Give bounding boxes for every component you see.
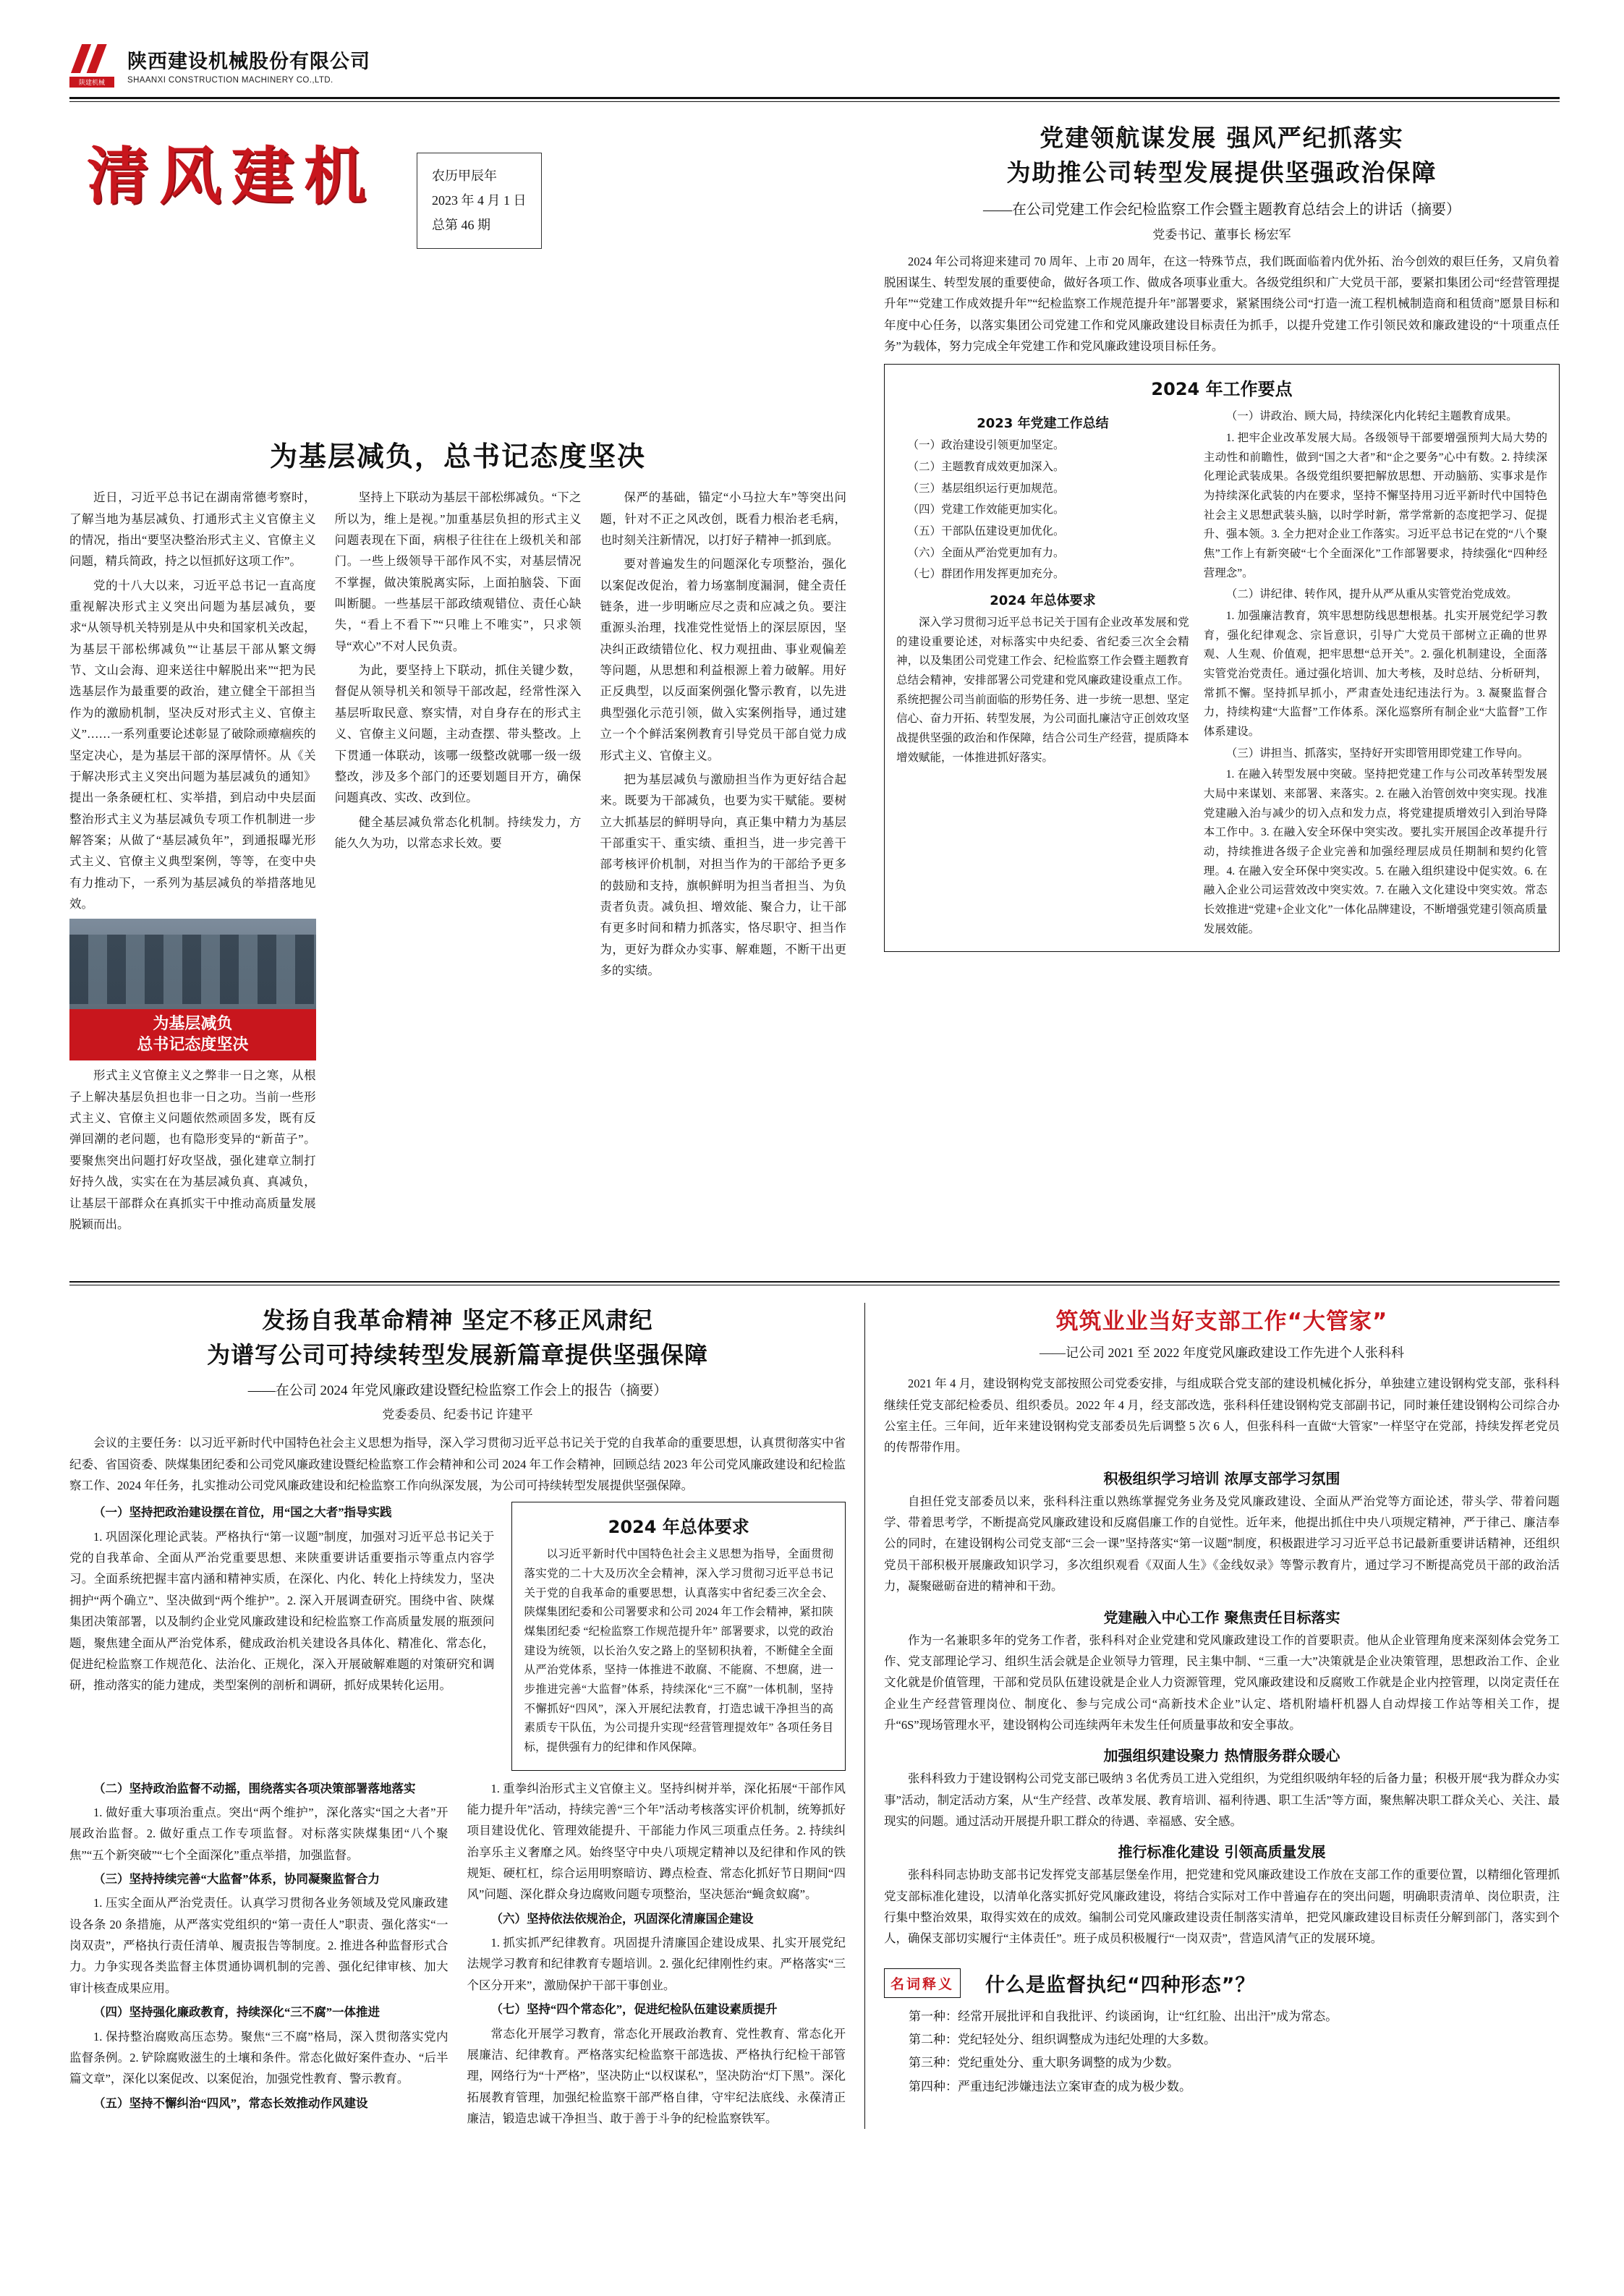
paragraph: 坚持上下联动为基层干部松绑减负。“下之所以为，维上是视。”加重基层负担的形式主义问题表现在下面，病根子往往在上级机关和部门。一些上级领导干部作风不实，对基层情况不掌握，做决策脱离实际，上面拍脑袋、下面叫断腿。一些基层干部政绩观错位、责任心缺失，“看上不看下”“只唯上不唯实”，只求领导“欢心”不对人民负责。 — [334, 490, 582, 653]
masthead-title: 清风建机 — [87, 140, 376, 213]
qa-item: 第二种：党纪轻处分、组织调整成为违纪处理的大多数。 — [909, 2033, 1216, 2047]
paragraph: 张科科同志协助支部书记发挥党支部基层堡垒作用，把党建和党风廉政建设工作放在支部工作的重要位置，以精细化管理抓党支部标准化建设，以清单化落实抓好党风廉政建设，将结合实际对工作中普遍存在的突出问题，明确职责清单、岗位职责，注行集中整治效果，取得实效在的成效。编制公司党风廉政建设责任制落实清单，把党风廉政建设目标责任分解到部门，落实到个人，确保支部切实履行“主体责任”。班子成员积极履行“一岗双责”，营造风清气正的发展环境。 — [884, 1868, 1560, 1946]
lead-subtitle: ——在公司党建工作会纪检监察工作会暨主题教育总结会上的讲话（摘要） — [983, 201, 1461, 218]
bl-section-text: 1. 保持整治腐败高压态势。聚焦“三不腐”格局，深入贯彻落实党内监督条例。2. 铲除腐败滋生的土壤和条件。常态化做好案件查办、“后半篇文章”，深化以案促改、以案促治，加强党性教育、警示教育。 — [69, 2029, 448, 2086]
paragraph: 把为基层减负与激励担当作为更好结合起来。既要为干部减负，也要为实干赋能。要树立大抓基层的鲜明导向，真正集中精力为基层干部重实干、重实绩、重担当，进一步完善干部考核评价机制，对担当作为的干部给予更多的鼓励和支持，旗帜鲜明为担当者担当、为负责者负责。减负担、增效能、聚合力，让干部有更多时间和精力抓落实，恪尽职守、担当作为，更好为群众办实事、解难题，不断干出更多的实绩。 — [600, 772, 847, 978]
br-section-heading: 党建融入中心工作 聚焦责任目标落实 — [1103, 1608, 1340, 1626]
bl-section-text: 1. 做好重大事项治重点。突出“两个维护”，深化落实“国之大者”开展政治监督。2. 做好重点工作专项监督。对标落实陕煤集团“八个聚焦”“五个新突破”“七个全面深化”重点举措，加强监督。 — [69, 1805, 448, 1862]
lead-body — [884, 251, 1560, 357]
logo-bar-text: 陕建机械 — [69, 77, 114, 88]
paragraph: 为此，要坚持上下联动，抓住关键少数，督促从领导机关和领导干部改起，经常性深入基层听取民意、察实情，对自身存在的形式主义、官僚主义问题，主动查摆、带头整改。上下贯通一体联动，该哪一级整改就哪一级一级整改，涉及多个部门的还要划题目开方，确保问题真改、实改、改到位。 — [334, 663, 582, 805]
qa-header — [884, 1968, 1560, 1998]
company-name-en: SHAANXI CONSTRUCTION MACHINERY CO.,LTD. — [127, 76, 333, 85]
issue-number: 总第 46 期 — [432, 218, 490, 233]
panel-2023-items — [896, 436, 1189, 584]
bl-section-heading: （一）坚持把政治建设摆在首位，用“国之大者”指导实践 — [93, 1505, 392, 1520]
br-section-body — [884, 1630, 1560, 1736]
lead-article — [865, 121, 1560, 952]
br-section-body — [884, 1864, 1560, 1949]
panel-right-items — [1204, 407, 1547, 939]
work-points-panel — [884, 364, 1560, 952]
issue-lunar: 农历甲辰年 — [432, 169, 497, 183]
bl-lead — [69, 1432, 846, 1496]
header-rule-thin — [69, 101, 1560, 102]
bl-section-text: 1. 重拳纠治形式主义官僚主义。坚持纠树并举，深化拓展“干部作风能力提升年”活动，持续完善“三个年”活动考核落实评价机制，统筹抓好项目建设优化、管理效能提升、干部能力作风三项重点任务。2. 持续纠治享乐主义奢靡之风。始终坚守中央八项规定精神以及纪律和作风的铁规矩、硬杠杠，综合运用明察暗访、蹲点检查、常态化抓好节日期间“四风”问题、深化群众身边腐败问题专项整治，坚决惩治“蝇贪蚁腐”。 — [467, 1781, 846, 1902]
company-header — [69, 38, 1560, 93]
panel-item: （六）全面从严治党更加有力。 — [907, 546, 1065, 559]
br-section-body — [884, 1768, 1560, 1832]
paragraph: 形式主义官僚主义之弊非一日之寒，从根子上解决基层负担也非一日之功。当前一些形式主义、官僚主义问题依然顽固多发，既有反弹回潮的老问题，也有隐形变异的“新苗子”。要聚焦突出问题打好攻坚战，强化建章立制打好持久战，实实在在为基层减负真、真减负，让基层干部群众在真抓实干中推动高质量发展脱颖而出。 — [69, 1068, 316, 1231]
bl-title-line2: 为谱写公司可持续转型发展新篇章提供坚强保障 — [206, 1341, 708, 1369]
bottom-right-article — [865, 1303, 1560, 2129]
br-section-heading: 加强组织建设聚力 热情服务群众暖心 — [1103, 1747, 1340, 1765]
issue-date: 2023 年 4 月 1 日 — [432, 193, 527, 208]
company-name-cn: 陕西建设机械股份有限公司 — [127, 51, 370, 73]
panel-item: 深入学习贯彻习近平总书记关于国有企业改革发展和党的建设重要论述，对标落实中央纪委、省纪委三次全会精神，以及集团公司党建工作会、纪检监察工作会暨主题教育总结会精神，安排部署公司党建和党风廉政建设重点工作。系统把握公司当前面临的形势任务、进一步统一思想、坚定信心、奋力开拓、转型发展，为公司面扎廉洁守正创效攻坚战提供坚强的政治和作保障，结合公司生产经营，提质降本增效赋能，一体推进抓好落实。 — [896, 616, 1189, 764]
bl-section-text: 常态化开展学习教育，常态化开展政治教育、党性教育、常态化开展廉洁、纪律教育。严格落实纪检监察干部选拔、严格执行纪检干部管理，网络行为“十严格”，坚决防止“以权谋私”，坚决防治“灯下黑”。深化拓展教育管理，加强纪检监察干部严格自律，守牢纪法底线、永葆清正廉洁，锻造忠诚干净担当、敢于善于斗争的纪检监察铁军。 — [467, 2026, 846, 2125]
paragraph: 健全基层减负常态化机制。持续发力，方能久久为功，以常态求长效。要 — [334, 815, 582, 850]
bl-byline: 党委委员、纪委书记 许建平 — [382, 1408, 533, 1422]
bl-sections — [69, 1778, 846, 2130]
bottom-area — [69, 1303, 1560, 2129]
bl-section-heading: （二）坚持政治监督不动摇，围绕落实各项决策部署落地落实 — [93, 1781, 416, 1795]
photo-people — [69, 935, 316, 1004]
photo-caption-line2: 总书记态度坚决 — [137, 1035, 249, 1054]
bl-section-text: 1. 抓实抓严纪律教育。巩固提升清廉国企建设成果、扎实开展党纪法规学习教育和纪律教育专题培训。2. 强化纪律刚性约束。严格落实“三个区分开来”，激励保护干部干事创业。 — [467, 1936, 846, 1992]
panel-item: （三）讲担当、抓落实，坚持好开实即管用即党建工作导向。 — [1225, 747, 1529, 760]
panel-item: 1. 把牢企业改革发展大局。各级领导干部要增强预判大局大势的主动性和前瞻性，做到“国之大者”和“企之要务”心中有数。2. 持续深化理论武装成果。各级党组织要把解放思想、开动脑筋、实事求是作为持续深化武装的内在要求，坚持不懈坚持用习近平新时代中国特色社会主义思想武装头脑，以时学时新，常学常新的态度把学习、促提升、强本领。3. 全力把对企业工作落实。习近平总书记在党的“八个聚焦”工作上有新突破“七个全面深化”工作部署要求，持续强化“四种经营理念”。 — [1203, 432, 1547, 579]
panel-item: （五）干部队伍建设更加优化。 — [907, 525, 1065, 538]
masthead-left — [69, 121, 865, 952]
paragraph: 自担任党支部委员以来，张科科注重以熟练掌握党务业务及党风廉政建设、全面从严治党等方面论述，带头学、带着问题学、带着思考学，不断提高党风廉政建设和反腐倡廉工作的自觉性。近年来，他提出抓住中央八项规定精神，严于律己、廉洁奉公的同时，在建设钢构公司党支部“三会一课”坚持落实“第一议题”制度，积极跟进学习习近平总书记最新重要讲话精神，还组织党员干部积极开展廉政知识学习，多次组织观看《双面人生》《金线奴录》等警示教育片，通过学习不断提高党员干部的政治活力，凝聚磁砺奋进的精神和干劲。 — [884, 1494, 1560, 1594]
company-logo-icon — [69, 43, 114, 88]
qa-item: 第四种：严重违纪涉嫌违法立案审查的成为极少数。 — [909, 2079, 1191, 2093]
bl-section-heading: （七）坚持“四个常态化”，促进纪检队伍建设素质提升 — [490, 2002, 778, 2017]
br-section-heading: 积极组织学习培训 浓厚支部学习氛围 — [1103, 1469, 1340, 1487]
panel-item: （一）讲政治、顾大局，持续深化内化转纪主题教育成果。 — [1225, 410, 1518, 423]
qa-item: 第三种：党纪重处分、重大职务调整的成为少数。 — [909, 2056, 1179, 2070]
paragraph: 保严的基础，锚定“小马拉大车”等突出问题，针对不正之风改创，既看力根治老毛病，也时刻关注新情况，以打好子精神一抓到底。 — [600, 490, 847, 547]
br-title: 筑筑业业当好支部工作“大管家” — [1055, 1309, 1388, 1335]
qa-item: 第一种：经常开展批评和自我批评、约谈函询，让“红红脸、出出汗”成为常态。 — [909, 2009, 1338, 2023]
lead-paragraph: 2024 年公司将迎来建司 70 周年、上市 20 周年，在这一特殊节点，我们既面临着内优外拓、治今创效的艰巨任务，又肩负着脱困谋生、转型发展的重要使命，做好各项工作、做成各项事业重大。各级党组织和广大党员干部，要紧扣集团公司“经营管理提升年”“党建工作成效提升年”“纪检监察工作规范提升年”部署要求，紧紧围绕公司“打造一流工程机械制造商和租赁商”愿景目标和年度中心任务，以落实集团公司党建工作和党风廉政建设目标责任为抓手，以提升党建工作引领民效和廉政建设的“十项重点任务”为载体，努力完成全年党建工作和党风廉政建设项目标任务。 — [884, 254, 1560, 354]
qa-title: 什么是监督执纪“四种形态”？ — [985, 1973, 1256, 1997]
photo-caption — [69, 1009, 316, 1060]
photo-caption-line1: 为基层减负 — [153, 1015, 233, 1034]
panel-item: （四）党建工作效能更加实化。 — [907, 503, 1065, 516]
section-separator — [69, 1281, 1560, 1283]
bl-panel-title: 2024 年总体要求 — [608, 1517, 749, 1538]
paragraph: 以习近平新时代中国特色社会主义思想为指导，全面贯彻落实党的二十大及历次全会精神，深入学习贯彻习近平总书记关于党的自我革命的重要思想，认真落实中省纪委三次全会、陕煤集团纪委和公司署要求和公司 2024 年工作会精神，紧扣陕煤集团纪委 “纪检监察工作规范提升年” 部署要求，以党的政治建设为统领，以长治久安之路上的坚韧积执着，不断健全全面从严治党体系，坚持一体推进不敢腐、不能腐、不想腐，进一步推进完善“大监督”体系，持续深化“三不腐”一体机制，坚持不懈抓好“四风”，深入开展纪法教育，打造忠诚干净担当的高素质专干队伍，为公司提升实现“经营管理提效年” 各项任务目标，提供强有力的纪律和作风保障。 — [524, 1548, 833, 1753]
paragraph: 2021 年 4 月，建设钢构党支部按照公司党委安排，与组成联合党支部的建设机械化拆分，单独建立建设钢构党支部，张科科继续任党支部纪检委员、组织委员。2022 年 4 月，经支部改选，张科科任建设钢构党支部副书记，同时兼任建设钢构公司综合办公室主任。三年间，近年来建设钢构党支部委员先后调整 5 次 6 人，但张科科一直做“大管家”一样坚守在党部，持续发挥老党员的传帮带作用。 — [884, 1377, 1560, 1455]
panel-2024-items — [896, 613, 1189, 768]
header-rule — [69, 97, 1560, 99]
bl-section-heading: （五）坚持不懈纠治“四风”，常态长效推动作风建设 — [93, 2096, 368, 2110]
page-inner — [69, 38, 1560, 2129]
br-section-body — [884, 1491, 1560, 1597]
paragraph: 作为一名兼职多年的党务工作者，张科科对企业党建和党风廉政建设工作的首要职责。他从企业管理角度来深刻体会党务工作、党支部理论学习、组织生活会就是企业领导力管理，民主集中制、“三重一大”决策就是企业决策管理，思想政治工作、企业文化就是价值管理，干部和党员队伍建设就是企业人力资源管理，党风廉政建设和反腐败工作就是企业内控管理，以岗定责任在企业生产经营管理岗位、制度化、参与完成公司“高新技术企业”认定、塔机附墙杆机器人自动焊接工作站等相关工作，提升“6S”现场管理水平，建设钢构公司连续两年未发生任何质量事故和安全事故。 — [884, 1633, 1560, 1732]
br-section-heading: 推行标准化建设 引领高质量发展 — [1118, 1843, 1326, 1861]
panel-heading-2023: 2023 年党建工作总结 — [977, 416, 1109, 432]
bl-section-heading: （四）坚持强化廉政教育，持续深化“三不腐”一体推进 — [93, 2005, 380, 2020]
panel-item: 1. 在融入转型发展中突破。坚持把党建工作与公司改革转型发展大局中来谋划、来部署、来落实。2. 在融入治管创效中突实现。找准党建融入治与减少的切入点和发力点，将党建提质增效引入到治导降本工作中。3. 在融入安全环保中突实改。要扎实开展国企改革提升行动，持续推进各级子企业完善和加强经理层成员任期制和契约化管理。4. 在融入安全环保中突实改。5. 在融入组织建设中促实效。6. 在融入企业公司运营效改中突实效。7. 在融入文化建设中突实效。常态长效推进“党建+企业文化”一体化品牌建设，不断增强党建引领高质量发展效能。 — [1203, 768, 1547, 935]
bl-section-text: 1. 巩固深化理论武装。严格执行“第一议题”制度，加强对习近平总书记关于党的自我革命、全面从严治党重要思想、来陕重要讲话重要指示等重点内容学习。全面系统把握丰富内涵和精神实质，在深化、内化、转化上持续发力，坚决拥护“两个确立”、坚决做到“两个维护”。2. 深入开展调查研究。围绕中省、陕煤集团决策部署，以及制约企业党风廉政建设和纪检监察工作高质量发展的瓶颈问题，聚焦建全面从严治党体系，健成政治机关建设各具体化、精准化、常态化，促进纪检监察工作规范化、法治化、正规化，深入开展破解难题的对策研究和调研，推动落实的能力建成，类型案例的剖析和调研，抓好成果转化运用。 — [69, 1529, 495, 1693]
panel-item: （二）主题教育成效更加深入。 — [907, 461, 1065, 474]
paragraph: 要对普遍发生的问题深化专项整治，强化以案促改促治，着力场塞制度漏洞，健全责任链条，进一步明晰应尽之责和应减之负。要注重源头治理，找准党性觉悟上的深层原因，坚决纠正政绩错位化、权力观扭曲、事业观偏差等问题，从思想和利益根源上着力破解。用好正反典型，以反面案例强化警示教育，以先进典型强化示范引领，做入实案例指导，通过建立一个个鲜活案例教育引导党员干部自觉力成形式主义、官僚主义。 — [600, 557, 847, 762]
issue-box — [417, 153, 542, 249]
main-article-title: 为基层减负，总书记态度坚决 — [269, 441, 646, 473]
paragraph: 张科科致力于建设钢构公司党支部已吸纳 3 名优秀员工进入党组织，为党组织吸纳年轻的后备力量；积极开展“我为群众办实事”活动，制定活动方案，从“生产经营、改革发展、教育培训、福利待遇、职工生活”等方面，聚焦解决职工群众关心、关注、最现实的问题。通过活动开展提升职工群众的待遇、幸福感、安全感。 — [884, 1772, 1560, 1829]
panel-item: （三）基层组织运行更加规范。 — [907, 482, 1065, 495]
bottom-left-article — [69, 1303, 865, 2129]
bl-col-left — [69, 1502, 494, 1770]
br-lead — [884, 1373, 1560, 1458]
bl-section-heading: （三）坚持持续完善“大监督”体系，协同凝聚监督合力 — [93, 1872, 380, 1886]
lead-title-line1: 党建领航谋发展 强风严纪抓落实 — [1040, 124, 1404, 152]
article-photo — [69, 919, 316, 1060]
bl-section-heading: （六）坚持依法依规治企，巩固深化清廉国企建设 — [490, 1911, 754, 1926]
paragraph: 会议的主要任务：以习近平新时代中国特色社会主义思想为指导，深入学习贯彻习近平总书记关于党的自我革命的重要思想，认真贯彻落实中省纪委、省国资委、陕煤集团纪委和公司党风廉政建设暨纪检监察工作会精神和公司 2024 年工作会精神，回顾总结 2023 年公司党风廉政建设和纪检监察工作、2024 年任务，扎实推动公司党风廉政建设和纪检监察工作向纵深发展，为公司可持续转型发展提供坚强保障。 — [69, 1436, 846, 1492]
paragraph: 党的十八大以来，习近平总书记一直高度重视解决形式主义突出问题为基层减负，要求“从领导机关特别是从中央和国家机关改起，为基层干部松绑减负”“让基层干部从繁文缛节、文山会海、迎来送往中解脱出来”“把为民选基层作为最重要的政治，建立健全干部担当作为的激励机制，坚决反对形式主义、官僚主义”……一系列重要论述彰显了破除顽瘴痼疾的坚定决心，是为基层干部的深厚情怀。从《关于解决形式主义突出问题为基层减负的通知》提出一条条硬杠杠、实举措，到启动中央层面整治形式主义为基层减负专项工作机制进一步解答案；从做了“基层减负年”，到通报曝光形式主义、官僚主义典型案例，等等，在变中央有力推动下，一系列为基层减负的举措落地见效。 — [69, 578, 316, 911]
company-name-block — [127, 46, 370, 85]
panel-item: （七）群团作用发挥更加充分。 — [907, 568, 1065, 581]
lead-byline: 党委书记、董事长 杨宏军 — [1152, 227, 1291, 242]
bl-panel-body — [524, 1545, 833, 1757]
panel-item: 1. 加强廉洁教育，筑牢思想防线思想根基。扎实开展党纪学习教育，强化纪律观念、宗旨意识，引导广大党员干部树立正确的世界观、人生观、价值观，把牢思想“总开关”。2. 强化机制建设，全面落实管党治党责任。通过强化培训、加大考核，及时总结、分析研判，常抓不懈。坚持抓早抓小，严肃查处违纪违法行为。3. 凝聚监督合力，持续构建“大监督”工作体系。深化巡察所有制企业“大监督”工作体系建设。 — [1203, 610, 1547, 738]
bl-title-line1: 发扬自我革命精神 坚定不移正风肃纪 — [262, 1306, 653, 1335]
bl-subtitle: ——在公司 2024 年党风廉政建设暨纪检监察工作会上的报告（摘要） — [247, 1383, 668, 1399]
glossary-stamp: 名词释义 — [884, 1968, 961, 1998]
bl-panel — [511, 1502, 846, 1770]
masthead-area — [69, 121, 1560, 952]
br-subtitle: ——记公司 2021 至 2022 年度党风廉政建设工作先进个人张科科 — [1040, 1345, 1404, 1361]
panel-item: （二）讲纪律、转作风，提升从严从重从实管党治党成效。 — [1225, 588, 1518, 601]
panel-item: （一）政治建设引领更加坚定。 — [907, 439, 1065, 452]
work-points-title: 2024 年工作要点 — [1151, 379, 1293, 400]
panel-heading-2024: 2024 年总体要求 — [990, 593, 1096, 609]
paragraph: 近日，习近平总书记在湖南常德考察时，了解当地为基层减负、打通形式主义官僚主义的情况，指出“要坚决整治形式主义、官僚主义问题，精兵简政，持之以恒抓好这项工作”。 — [69, 490, 316, 569]
lead-title-line2: 为助推公司转型发展提供坚强政治保障 — [1006, 158, 1437, 187]
qa-list — [884, 2005, 1560, 2099]
bl-section-text: 1. 压实全面从严治党责任。认真学习贯彻各业务领域及党风廉政建设各条 20 条措施，从严落实党组织的“第一责任人”职责、强化落实“一岗双责”，严格执行责任清单、履责报告等制度。2. 推进各种监督形式合力。力争实现各类监督主体贯通协调机制的完善、强化纪律审核、加大审计核查成果应用。 — [69, 1896, 448, 1995]
bl-panel-wrap — [511, 1502, 846, 1770]
